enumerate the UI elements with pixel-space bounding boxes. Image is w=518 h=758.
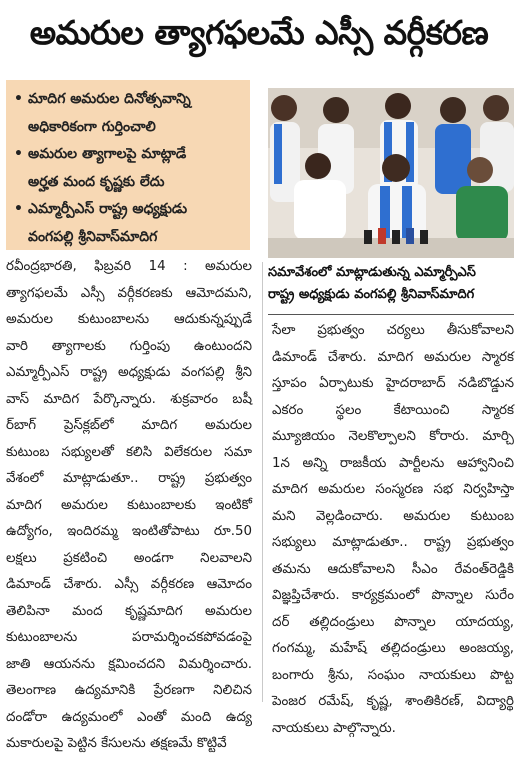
bullet-dot-icon: •: [14, 201, 23, 217]
highlight-item: [14, 86, 244, 141]
highlight-item: [14, 196, 244, 251]
article-line: విజ్ఞప్తిచేశారు. కార్యక్రమంలో పొన్నాల సురేం: [272, 588, 514, 603]
caption-divider: [268, 314, 514, 315]
article-line: తెలంగాణ ఉద్యమానికి ప్రేరణగా నిలిచిన: [6, 683, 252, 698]
article-line: వాస్ మాదిగ పేర్కొన్నారు. శుక్రవారం బషీ: [6, 391, 252, 407]
article-line: జాతి ఆయనను క్షమించదని విమర్శించారు.: [6, 656, 252, 672]
column-divider: [262, 262, 263, 702]
article-line: సేలా ప్రభుత్వం చర్యలు తీసుకోవాలని: [272, 323, 514, 338]
article-line: వేశంలో మాట్లాడుతూ.. రాష్ట్ర ప్రభుత్వం: [6, 471, 252, 486]
article-column-2: [272, 318, 514, 736]
news-photo: [268, 88, 514, 258]
article-line: ఎమ్మార్పీఎస్ రాష్ట్ర అధ్యక్షుడు వంగపల్లి శ్రీని: [6, 365, 252, 380]
article-line: బంగారు శ్రీను, సంఘం నాయకులు పొట్ట: [272, 667, 514, 683]
article-line: అమరుల కుటుంబాలను ఆదుకున్నప్పుడే: [6, 312, 252, 327]
article-line: రవీంద్రభారతి, ఫిబ్రవరి 14 : అమరుల: [6, 259, 252, 274]
article-line: మాదిగ అమరుల కుటుంబాలకు ఇంటికో: [6, 497, 252, 513]
article-line: నాయకులు పాల్గొన్నారు.: [272, 720, 396, 736]
article-line: మని వెల్లడించారు. అమరుల కుటుంబ: [272, 508, 514, 524]
article-line: తమను ఆదుకోవాలని సీఎం రేవంత్‌రెడ్డికి: [272, 561, 514, 577]
highlight-line: అధికారికంగా గుర్తించాలి: [28, 118, 156, 135]
article-line: మ్యూజియం నెలకొల్పాలని కోరారు. మార్చి: [272, 429, 514, 444]
highlight-line: మాదిగ అమరుల దినోత్సవాన్ని: [28, 91, 191, 107]
article-line: వారి త్యాగాలకు గుర్తింపు ఉంటుందని: [6, 338, 252, 354]
article-line: కుటుంబాలను పరామర్శించకపోవడంపై: [6, 630, 252, 645]
photo-caption: [268, 262, 514, 310]
article-line: ఎకరం స్థలం కేటాయించి స్మారక: [272, 402, 514, 418]
article-line: తెలిపినా మంద కృష్ణమాదిగ అమరుల: [6, 603, 252, 619]
bullet-dot-icon: •: [14, 146, 23, 162]
bullet-dot-icon: •: [14, 91, 23, 107]
article-line: డిమాండ్ చేశారు. ఎస్సీ వర్గీకరణ ఆమోదం: [6, 577, 252, 592]
article-line: దర్ తల్లిదండ్రులు పొన్నాల యాదయ్య,: [272, 614, 514, 630]
highlight-line: ఎమ్మార్పీఎస్ రాష్ట్ర అధ్యక్షుడు: [28, 201, 188, 217]
article-line: డిమాండ్ చేశారు. మాదిగ అమరుల స్మారక: [272, 349, 514, 365]
article-line: 1న అన్ని రాజకీయ పార్టీలను ఆహ్వానించి: [272, 455, 514, 471]
caption-line: రాష్ట్ర అధ్యక్షుడు వంగపల్లి శ్రీనివాస్‌మాదిగ: [268, 287, 475, 302]
article-line: గంగమ్మ, మహేష్ తల్లిదండ్రులు అంజయ్య,: [272, 641, 514, 656]
article-line: త్యాగఫలమే ఎస్సీ వర్గీకరణకు ఆమోదమని,: [6, 285, 252, 301]
highlight-line: అర్హత మంద కృష్ణకు లేదు: [28, 173, 165, 190]
article-column-1: [6, 254, 252, 751]
article-line: ర్‌బాగ్ ప్రెస్‌క్లబ్‌లో మాదిగ అమరుల: [6, 418, 252, 433]
article-line: కుటుంబ సభ్యులతో కలిసి విలేకరుల సమా: [6, 444, 252, 460]
highlights-box: [6, 80, 250, 250]
article-line: మాదిగ అమరుల సంస్మరణ సభ నిర్వహిస్తా: [272, 482, 514, 497]
article-line: పెంజర రమేష్, కృష్ణ, శాంతికిరణ్, విద్యార్థి: [272, 694, 514, 709]
article-line: దండోరా ఉద్యమంలో ఎంతో మంది ఉద్య: [6, 709, 252, 725]
article-line: మకారులపై పెట్టిన కేసులను తక్షణమే కొట్టివే: [6, 736, 227, 751]
highlight-line: అమరుల త్యాగాలపై మాట్లాడే: [28, 146, 187, 162]
article-line: సభ్యులు మాట్లాడుతూ.. రాష్ట్ర ప్రభుత్వం: [272, 535, 514, 550]
article-line: లక్షలు ప్రకటించి అండగా నిలవాలని: [6, 550, 252, 566]
article-line: స్తూపం ఏర్పాటుకు హైదరాబాద్ నడిబొడ్డున: [272, 376, 514, 391]
article-line: ఉద్యోగం, ఇందిరమ్మ ఇంటితోపాటు రూ.50: [6, 524, 252, 539]
press-meet-photo-icon: [268, 88, 514, 258]
highlight-item: [14, 141, 244, 196]
caption-line: సమావేశంలో మాట్లాడుతున్న ఎమ్మార్పీఎస్: [268, 265, 476, 280]
headline: అమరుల త్యాగఫలమే ఎస్సీ వర్గీకరణ: [29, 12, 489, 52]
highlight-line: వంగపల్లి శ్రీనివాస్‌మాదిగ: [28, 228, 158, 245]
